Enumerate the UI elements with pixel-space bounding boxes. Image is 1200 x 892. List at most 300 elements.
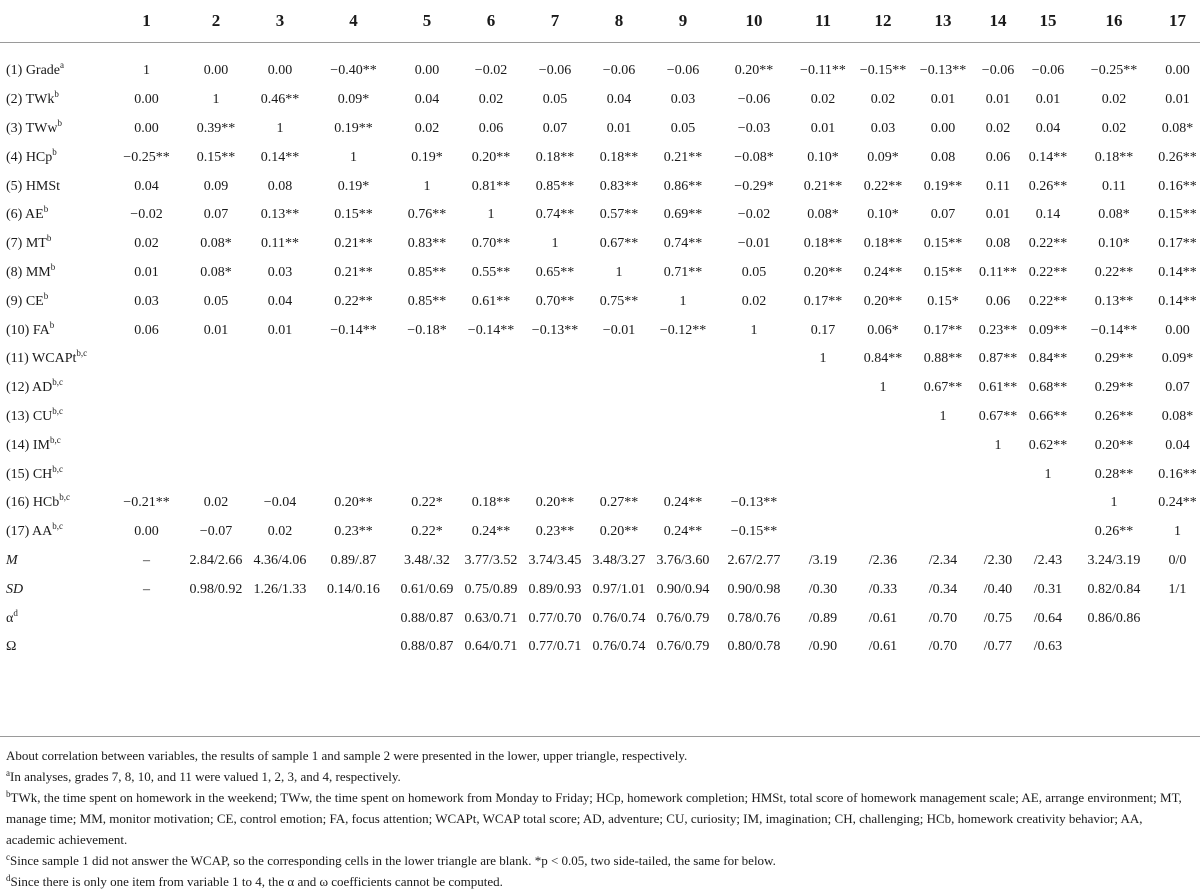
table-cell: 0.76/0.74 [592,610,646,626]
row-label-text: (15) CH [6,466,53,482]
table-cell: 0.14** [1158,293,1197,309]
table-cell [184,460,248,489]
row-label-superscript: b,c [52,405,64,416]
table-cell: 0.64/0.71 [464,639,518,655]
table-cell [523,374,587,403]
row-label-superscript: b,c [76,348,88,359]
table-cell: 0.06 [985,149,1011,165]
column-header: 11 [793,0,853,43]
row-label-superscript: b,c [52,377,64,388]
table-cell [973,489,1023,518]
table-cell [587,374,651,403]
table-cell: 0.08 [930,149,956,165]
row-label-text: (4) HCp [6,149,53,165]
table-cell: 0.85** [407,264,447,280]
table-cell: 0.97/1.01 [592,581,646,597]
footnote-text: TWk, the time spent on homework in the weekend; TWw, the time spent on homework from Monday to Friday; HCp, homework completion; HMSt, total score of homework management scale; AE, arrange environment; MT, manage time; MM, monitor motivation; CE, control emotion; FA, focus attention; WCAPt, WCAP total score; AD, adventure; CU, curiosity; IM, imagination; CH, challenging; HCb, homework creativity behavior; AA, academic achievement. [6,790,1182,847]
table-cell: −0.29* [734,178,774,194]
table-cell [1073,633,1155,668]
table-cell: 0.02 [203,495,229,511]
footnote-marker: d [6,873,11,883]
table-cell: /0.34 [928,581,958,597]
table-cell [793,403,853,432]
row-label-superscript: b [57,117,62,128]
table-cell: 0.13** [260,207,300,223]
table-cell [523,345,587,374]
table-cell: 0.21** [663,149,703,165]
row-label-text: Ω [6,639,17,655]
table-cell: 3.77/3.52 [464,552,518,568]
table-cell: /0.61 [868,610,898,626]
table-row [0,287,1200,316]
table-cell: 0.02 [1101,120,1127,136]
table-cell: −0.06 [737,92,771,108]
table-cell [312,633,395,668]
table-cell: 0.27** [599,495,639,511]
row-label [0,86,109,115]
table-cell: 0.24** [663,524,703,540]
table-cell [853,403,913,432]
table-cell [793,460,853,489]
table-cell: 0.28** [1094,466,1134,482]
table-cell: 0.70** [471,236,511,252]
row-label-superscript: b,c [52,521,64,532]
table-cell: /2.43 [1033,552,1063,568]
table-cell: 0.00 [134,524,159,540]
table-cell: 0.23** [978,322,1018,338]
row-label-text: (10) FA [6,322,50,338]
table-cell: – [143,552,150,568]
column-header: 3 [248,0,312,43]
row-label-superscript: b [52,146,57,157]
table-cell: 0.01 [203,322,229,338]
table-cell: 0.74** [535,207,575,223]
table-row [0,575,1200,604]
table-cell [715,460,793,489]
footnote-text: About correlation between variables, the results of sample 1 and sample 2 were presented in the lower, upper triangle, respectively. [6,748,688,763]
row-label [0,259,109,288]
table-cell: 0.02 [741,293,767,309]
table-cell: 0.90/0.98 [727,581,781,597]
table-cell: 0.76** [407,207,447,223]
table-cell: 0.46** [260,92,300,108]
table-cell: 1 [679,293,687,309]
table-cell: 0.17** [803,293,843,309]
table-cell: 0.07 [1165,380,1190,396]
table-cell [651,374,715,403]
table-cell: 0.67** [923,380,963,396]
table-cell: 0.86/0.86 [1087,610,1141,626]
table-cell [248,604,312,633]
table-cell: 0.00 [930,120,956,136]
row-label [0,489,109,518]
table-cell: 0.83** [599,178,639,194]
table-cell: 0.00 [203,63,229,79]
column-header: 5 [395,0,459,43]
footnote-text: In analyses, grades 7, 8, 10, and 11 were valued 1, 2, 3, and 4, respectively. [10,769,401,784]
table-cell [184,633,248,668]
table-cell: 0.20** [1094,437,1134,453]
table-cell: 0.22** [863,178,903,194]
footnote [6,787,1194,850]
table-cell: −0.25** [123,149,170,165]
table-row [0,403,1200,432]
table-cell: 0.18** [1094,149,1134,165]
table-cell [184,431,248,460]
table-cell: 1 [615,264,623,280]
footnote-text: Since sample 1 did not answer the WCAP, so the corresponding cells in the lower triangle are blank. *p < 0.05, two side-tailed, the same for below. [10,853,776,868]
table-cell: −0.02 [474,63,508,79]
table-cell: 0.06 [478,120,504,136]
table-cell: 0.68** [1028,380,1068,396]
table-cell: 0.20** [535,495,575,511]
table-cell: 0.17** [1158,236,1197,252]
table-cell: 0.19* [411,149,443,165]
table-cell: 1 [551,236,559,252]
table-cell [109,431,184,460]
table-cell [109,460,184,489]
table-cell: −0.12** [659,322,707,338]
row-label-text: (16) HCb [6,495,60,511]
column-header: 12 [853,0,913,43]
table-cell: 0.04 [414,92,440,108]
footnote-marker: b [6,789,11,799]
table-cell: /0.30 [808,581,838,597]
table-cell [793,489,853,518]
table-cell: 1 [994,437,1002,453]
table-row [0,230,1200,259]
table-cell: −0.14** [467,322,515,338]
table-row [0,547,1200,576]
table-cell: −0.25** [1090,63,1138,79]
table-cell: 0.17** [923,322,963,338]
table-cell: 0.82/0.84 [1087,581,1141,597]
table-cell: 0.70** [535,293,575,309]
row-label-text: (2) TWk [6,92,55,108]
table-cell: 0.87** [978,351,1018,367]
table-cell: 0.29** [1094,380,1134,396]
row-label [0,172,109,201]
table-cell: 0.00 [1165,322,1190,338]
row-label-superscript: a [60,60,65,71]
table-cell: −0.18* [407,322,447,338]
table-cell [248,345,312,374]
table-cell [523,460,587,489]
column-header: 17 [1155,0,1200,43]
row-label-text: (11) WCAPt [6,351,77,367]
table-cell: 0.67** [978,408,1018,424]
table-cell: 0.10* [807,149,839,165]
table-cell: 0.13** [1094,293,1134,309]
table-cell: 0.05 [203,293,229,309]
row-label-superscript: d [13,607,18,618]
table-row [0,345,1200,374]
table-cell: 0.57** [599,207,639,223]
table-cell: −0.06 [666,63,700,79]
table-cell: 0.14** [1028,149,1068,165]
table-cell: 0.11** [979,264,1017,280]
table-cell: 0.63/0.71 [464,610,518,626]
table-cell: 0.21** [334,264,373,280]
column-header: 7 [523,0,587,43]
row-label-superscript: b,c [49,434,61,445]
table-row [0,115,1200,144]
table-cell: 0.26** [1158,149,1197,165]
column-header: 10 [715,0,793,43]
column-header: 2 [184,0,248,43]
table-cell: 1 [879,380,887,396]
header-blank [0,0,109,43]
table-cell [523,431,587,460]
table-row [0,374,1200,403]
table-cell: 0.01 [985,207,1011,223]
table-cell: 0.84** [1028,351,1068,367]
table-cell: 0.88/0.87 [400,610,454,626]
table-cell [913,460,973,489]
table-cell: 0.06 [985,293,1011,309]
table-cell: 1 [143,63,150,79]
table-cell [459,403,523,432]
table-cell: 0.11** [261,236,299,252]
table-cell: 0.02 [134,236,159,252]
table-cell: 0.18** [803,236,843,252]
table-cell: 1 [350,149,357,165]
table-cell [793,518,853,547]
table-cell: 0.71** [663,264,703,280]
row-label-text: α [6,610,14,626]
table-cell [853,460,913,489]
table-cell: −0.15** [730,524,778,540]
table-cell: 0.20** [334,495,373,511]
row-label-superscript: b [49,319,55,330]
table-cell [312,604,395,633]
table-cell: 0.03 [267,264,293,280]
table-cell: /0.63 [1033,639,1063,655]
table-cell: /0.89 [808,610,838,626]
column-header: 1 [109,0,184,43]
table-cell: −0.06 [1031,63,1065,79]
table-cell [248,374,312,403]
table-cell: 0.04 [1165,437,1190,453]
table-cell: 0.17 [810,322,836,338]
table-cell: /0.77 [983,639,1013,655]
table-cell: 0.05 [670,120,696,136]
table-cell: 0.09 [203,178,229,194]
table-cell [395,345,459,374]
table-cell: 0.15** [1158,207,1197,223]
table-cell: 0.15** [196,149,236,165]
table-cell [793,431,853,460]
footnote [6,745,1194,766]
table-cell [312,403,395,432]
row-label [0,431,109,460]
table-cell: 0.86** [663,178,703,194]
table-cell: 0.22* [411,495,443,511]
table-cell: 0.08* [1161,408,1194,424]
table-cell: 3.24/3.19 [1087,552,1141,568]
table-row [0,143,1200,172]
table-cell: 0.23** [535,524,575,540]
table-cell: −0.01 [602,322,636,338]
row-label-superscript: b [50,261,56,272]
table-cell: 0.15** [923,236,963,252]
table-cell: 0.01 [810,120,836,136]
table-cell: 0.76/0.79 [656,610,710,626]
table-cell: 0.85** [535,178,575,194]
table-cell: 0.19** [923,178,963,194]
table-cell [853,431,913,460]
table-cell: 0.67** [599,236,639,252]
table-cell: 0.01 [985,92,1011,108]
table-cell [1023,489,1073,518]
column-header: 14 [973,0,1023,43]
table-cell [587,403,651,432]
table-cell: 0.01 [606,120,632,136]
table-cell [312,374,395,403]
table-cell: 0.21** [334,236,373,252]
table-cell: −0.07 [199,524,233,540]
table-cell: 0.22** [334,293,373,309]
table-cell: 0.07 [542,120,568,136]
table-cell [312,431,395,460]
table-cell: 1 [423,178,431,194]
row-label [0,345,109,374]
table-cell: 0.08* [200,264,232,280]
table-cell: 0.81** [471,178,511,194]
table-cell: 0.18** [599,149,639,165]
table-cell: 0.00 [134,120,159,136]
table-cell: 0.22** [1094,264,1134,280]
footnote-marker: c [6,852,10,862]
table-cell: 0.03 [870,120,896,136]
table-cell [587,345,651,374]
row-label-text: (5) HMSt [6,178,61,194]
table-cell: 3.48/.32 [404,552,450,568]
table-cell [395,431,459,460]
table-cell: /0.90 [808,639,838,655]
column-header: 9 [651,0,715,43]
table-cell: 0.04 [267,293,293,309]
footnote [6,871,1194,892]
table-cell [248,460,312,489]
table-cell: 0.03 [670,92,696,108]
table-cell [459,345,523,374]
table-cell: 0.02 [478,92,504,108]
table-cell: −0.02 [737,207,771,223]
row-label [0,143,109,172]
table-cell: 0.75/0.89 [464,581,518,597]
table-cell: 1 [276,120,284,136]
table-cell [395,403,459,432]
column-header: 15 [1023,0,1073,43]
table-cell [651,431,715,460]
table-cell: 0.05 [542,92,568,108]
table-cell: 0.01 [134,264,159,280]
table-cell: 0.55** [471,264,511,280]
table-cell: −0.14** [330,322,377,338]
table-cell: −0.06 [538,63,572,79]
table-cell: 0.89/.87 [330,552,377,568]
table-cell: 0.18** [535,149,575,165]
table-cell: 0.22** [1028,293,1068,309]
table-cell: 3.74/3.45 [528,552,582,568]
table-cell: 0.20** [863,293,903,309]
table-cell [973,518,1023,547]
table-cell: 0.09* [867,149,899,165]
table-cell: 0.18** [863,236,903,252]
table-row [0,431,1200,460]
table-cell: 0.98/0.92 [189,581,243,597]
table-cell: 0.76/0.79 [656,639,710,655]
table-cell: 0.85** [407,293,447,309]
table-cell: 0.20** [734,63,774,79]
table-row [0,489,1200,518]
table-cell: 0.10* [867,207,899,223]
table-cell: 0.02 [870,92,896,108]
table-cell [109,604,184,633]
table-row [0,172,1200,201]
table-cell: 0.24** [1158,495,1197,511]
table-cell [715,374,793,403]
table-cell [395,374,459,403]
table-cell [109,345,184,374]
row-label-text: M [6,552,18,568]
table-cell: 0.74** [663,236,703,252]
table-cell: 0.22* [411,524,443,540]
table-cell: −0.14** [1090,322,1138,338]
table-cell: 0.08 [267,178,293,194]
table-cell: −0.06 [981,63,1015,79]
table-cell: /0.33 [868,581,898,597]
table-cell: /0.70 [928,639,958,655]
table-cell [459,431,523,460]
table-row [0,633,1200,668]
footnote [6,766,1194,787]
table-cell: 0.01 [1035,92,1061,108]
table-cell: 0.26** [1094,524,1134,540]
table-cell: 0.24** [663,495,703,511]
table-cell: −0.03 [737,120,771,136]
row-label [0,460,109,489]
table-cell [913,489,973,518]
table-cell: 0.04 [1035,120,1061,136]
table-cell [459,460,523,489]
table-cell: 0.88** [923,351,963,367]
table-cell: 0.22** [1028,236,1068,252]
table-row [0,201,1200,230]
row-label-text: (1) Grade [6,63,61,79]
row-label-text: (3) TWw [6,120,58,136]
table-cell [248,431,312,460]
table-cell: 0.18** [471,495,511,511]
table-cell [651,460,715,489]
table-cell: 0.03 [134,293,159,309]
table-cell: −0.40** [330,63,377,79]
table-cell [395,460,459,489]
table-cell: 1 [1174,524,1181,540]
table-cell: /2.30 [983,552,1013,568]
table-row [0,259,1200,288]
table-cell: 0.69** [663,207,703,223]
table-cell: 0.20** [803,264,843,280]
table-cell: 0.66** [1028,408,1068,424]
table-cell: 0.26** [1028,178,1068,194]
table-cell: 0.90/0.94 [656,581,710,597]
table-cell: 0.06 [134,322,159,338]
table-cell [853,489,913,518]
column-header: 8 [587,0,651,43]
table-cell [853,518,913,547]
